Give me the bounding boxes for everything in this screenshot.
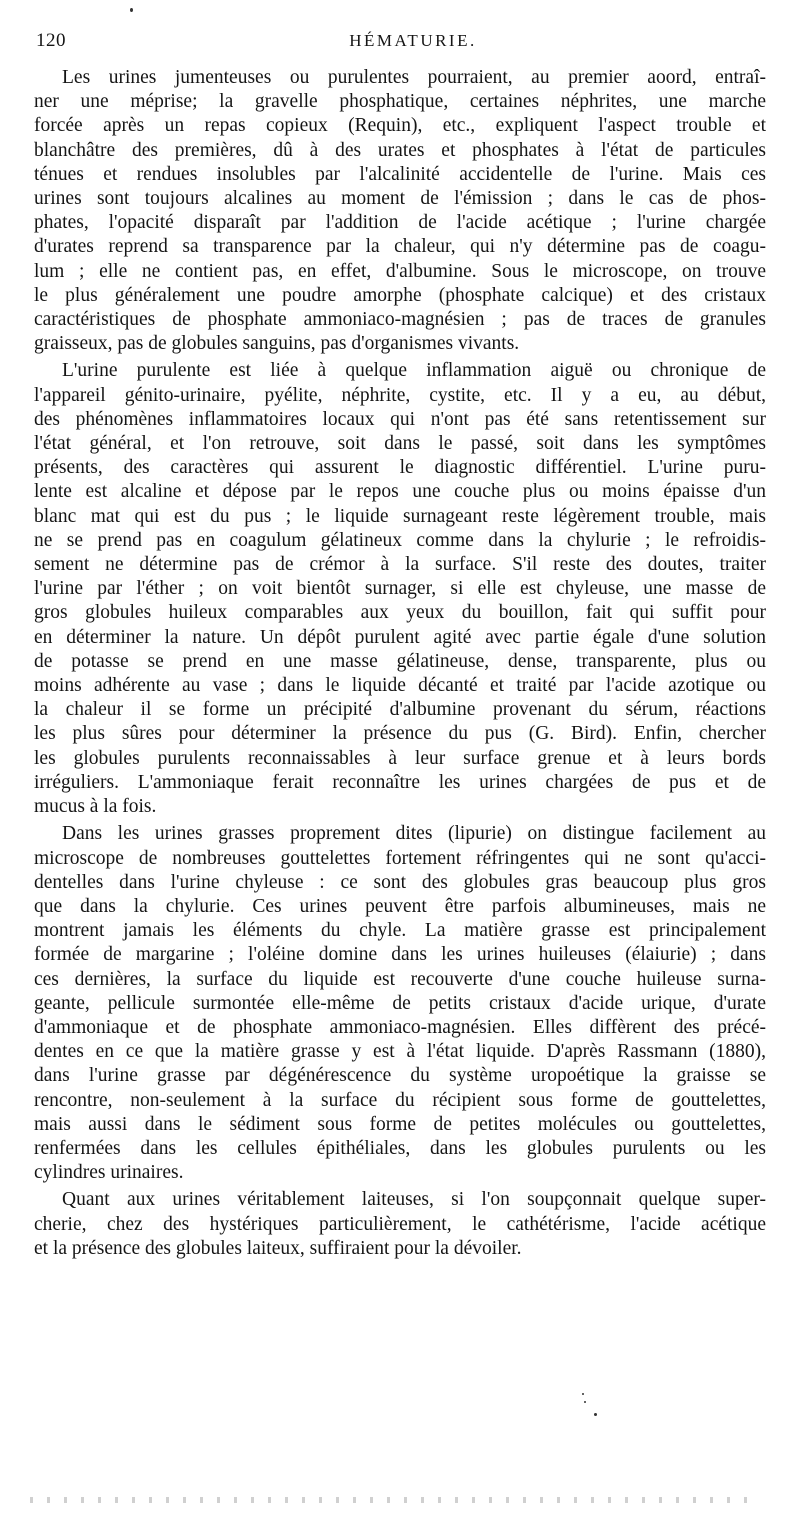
text-line: blanchâtre des premières, dû à des urates et phosphates à l'état de particules bbox=[34, 139, 766, 161]
text-line: le plus généralement une poudre amorphe (phosphate calcique) et des cristaux bbox=[34, 284, 766, 306]
text-line: graisseux, pas de globules sanguins, pas d'organismes vivants. bbox=[34, 333, 520, 355]
text-line: d'ammoniaque et de phosphate ammoniaco-magnésien. Elles diffèrent des précé- bbox=[34, 1016, 766, 1038]
page-header bbox=[36, 30, 760, 56]
text-line: urines sont toujours alcalines au moment de l'émission ; dans le cas de phos- bbox=[34, 188, 766, 210]
print-speck bbox=[584, 1401, 586, 1403]
text-line: mucus à la fois. bbox=[34, 796, 157, 818]
text-line: et la présence des globules laiteux, suffiraient pour la dévoiler. bbox=[34, 1237, 522, 1259]
text-line: dentes en ce que la matière grasse y est à l'état liquide. D'après Rassmann (1880), bbox=[34, 1041, 766, 1063]
text-line: l'appareil génito-urinaire, pyélite, néphrite, cystite, etc. Il y a eu, au début, bbox=[34, 384, 766, 406]
bottom-scan-noise bbox=[30, 1497, 760, 1503]
text-line: les globules purulents reconnaissables à leur surface grenue et à leurs bords bbox=[34, 747, 766, 769]
page-number: 120 bbox=[36, 30, 66, 51]
text-line: présents, des caractères qui assurent le diagnostic différentiel. L'urine puru- bbox=[34, 457, 766, 479]
text-line: dentelles dans l'urine chyleuse : ce sont des globules gras beaucoup plus gros bbox=[34, 871, 766, 893]
text-line: forcée après un repas copieux (Requin), etc., expliquent l'aspect trouble et bbox=[34, 115, 766, 137]
text-line: que dans la chylurie. Ces urines peuvent être parfois albumineuses, mais ne bbox=[34, 895, 766, 917]
text-line: irréguliers. L'ammoniaque ferait reconnaître les urines chargées de pus et de bbox=[34, 771, 766, 793]
text-line: ne se prend pas en coagulum gélatineux comme dans la chylurie ; le refroidis- bbox=[34, 529, 766, 551]
text-line: formée de margarine ; l'oléine domine dans les urines huileuses (élaiurie) ; dans bbox=[34, 944, 766, 966]
text-line: ner une méprise; la gravelle phosphatique, certaines néphrites, une marche bbox=[34, 91, 766, 113]
text-line: d'urates reprend sa transparence par la chaleur, qui n'y détermine pas de coagu- bbox=[34, 236, 766, 258]
text-line: l'état général, et l'on retrouve, soit dans le passé, soit dans les symptômes bbox=[34, 433, 766, 455]
text-line: moins adhérente au vase ; dans le liquide décanté et traité par l'acide azotique ou bbox=[34, 675, 766, 697]
text-line: microscope de nombreuses gouttelettes fortement réfringentes qui ne sont qu'acci- bbox=[34, 847, 766, 869]
text-line: de potasse se prend en une masse gélatineuse, dense, transparente, plus ou bbox=[34, 650, 766, 672]
text-line: geante, pellicule surmontée elle-même de petits cristaux d'acide urique, d'urate bbox=[34, 992, 766, 1014]
text-line: des phénomènes inflammatoires locaux qui n'ont pas été sans retentissement sur bbox=[34, 408, 766, 430]
text-line: ces dernières, la surface du liquide est recouverte d'une couche huileuse surna- bbox=[34, 968, 766, 990]
running-title: HÉMATURIE. bbox=[349, 31, 477, 50]
text-line: Quant aux urines véritablement laiteuses, si l'on soupçonnait quelque super- bbox=[62, 1189, 766, 1211]
text-line: cherie, chez des hystériques particulièrement, le cathétérisme, l'acide acétique bbox=[34, 1213, 766, 1235]
text-line: rencontre, non-seulement à la surface du récipient sous forme de gouttelettes, bbox=[34, 1089, 766, 1111]
print-speck bbox=[594, 1413, 597, 1416]
text-line: L'urine purulente est liée à quelque inflammation aiguë ou chronique de bbox=[62, 360, 766, 382]
text-line: Les urines jumenteuses ou purulentes pourraient, au premier aoord, entraî- bbox=[62, 67, 766, 88]
text-line: mais aussi dans le sédiment sous forme de petites molécules ou gouttelettes, bbox=[34, 1113, 766, 1135]
text-line: blanc mat qui est du pus ; le liquide surnageant reste légèrement trouble, mais bbox=[34, 505, 766, 527]
text-line: sement ne détermine pas de crémor à la surface. S'il reste des doutes, traiter bbox=[34, 554, 766, 576]
text-line: dans l'urine grasse par dégénérescence du système uropoétique la graisse se bbox=[34, 1065, 766, 1087]
text-line: renfermées dans les cellules épithéliales, dans les globules purulents ou les bbox=[34, 1137, 766, 1159]
text-line: Dans les urines grasses proprement dites (lipurie) on distingue facilement au bbox=[62, 823, 766, 845]
body-text bbox=[34, 66, 766, 1264]
text-line: gros globules huileux comparables aux yeux du bouillon, fait qui suffit pour bbox=[34, 602, 766, 624]
print-speck bbox=[130, 8, 133, 12]
text-line: phates, l'opacité disparaît par l'addition de l'acide acétique ; l'urine chargée bbox=[34, 212, 766, 234]
paragraph-urines-jumenteuses bbox=[34, 66, 766, 356]
print-speck bbox=[582, 1393, 584, 1395]
text-line: l'urine par l'éther ; on voit bientôt surnager, si elle est chyleuse, une masse de bbox=[34, 578, 766, 600]
text-line: la chaleur il se forme un précipité d'albumine provenant du sérum, réactions bbox=[34, 699, 766, 721]
text-line: lum ; elle ne contient pas, en effet, d'albumine. Sous le microscope, on trouve bbox=[34, 260, 766, 282]
paragraph-urines-laiteuses bbox=[34, 1188, 766, 1261]
text-line: lente est alcaline et dépose par le repos une couche plus ou moins épaisse d'un bbox=[34, 481, 766, 503]
text-line: cylindres urinaires. bbox=[34, 1162, 184, 1184]
paragraph-urine-purulente bbox=[34, 359, 766, 819]
text-line: ténues et rendues insolubles par l'alcalinité accidentelle de l'urine. Mais ces bbox=[34, 163, 766, 185]
text-line: les plus sûres pour déterminer la présence du pus (G. Bird). Enfin, chercher bbox=[34, 723, 766, 745]
text-line: montrent jamais les éléments du chyle. La matière grasse est principalement bbox=[34, 920, 766, 942]
text-line: caractéristiques de phosphate ammoniaco-magnésien ; pas de traces de granules bbox=[34, 309, 766, 331]
paragraph-urines-grasses bbox=[34, 822, 766, 1185]
text-line: en déterminer la nature. Un dépôt purulent agité avec partie égale d'une solution bbox=[34, 626, 766, 648]
